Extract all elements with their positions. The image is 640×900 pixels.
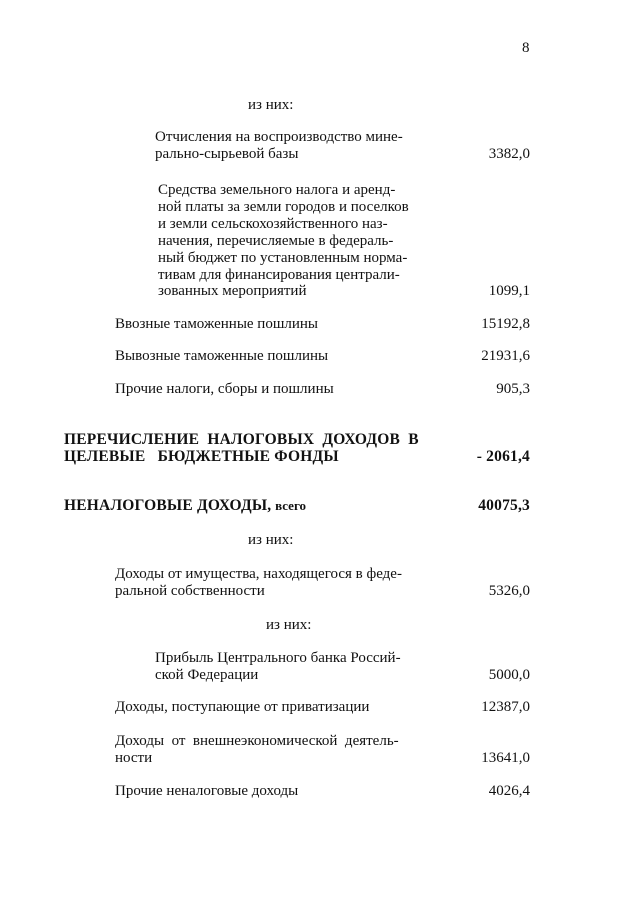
page-number: 8 — [522, 40, 530, 56]
iz-nikh-label: из них: — [248, 97, 294, 113]
privatizatsiya-value: 12387,0 — [481, 699, 530, 715]
privatizatsiya-label: Доходы, поступающие от приватизации — [115, 699, 370, 715]
zemelny-value: 1099,1 — [488, 283, 530, 299]
vyvoznye-value: 21931,6 — [481, 348, 530, 364]
zemelny-line-5: ный бюджет по установленным норма- — [158, 250, 408, 266]
zemelny-line-6: тивам для финансирования централи- — [158, 267, 400, 283]
prochie-nenalog-label: Прочие неналоговые доходы — [115, 783, 299, 799]
perechislenie-line-2: ЦЕЛЕВЫЕ БЮДЖЕТНЫЕ ФОНДЫ — [64, 448, 339, 465]
nenalogovye-suffix: всего — [275, 498, 307, 513]
zemelny-line-3: и земли сельскохозяйственного наз- — [158, 216, 388, 232]
vyvoznye-label: Вывозные таможенные пошлины — [115, 348, 329, 364]
nenalogovye-label: НЕНАЛОГОВЫЕ ДОХОДЫ, — [64, 497, 272, 514]
zemelny-line-1: Средства земельного налога и аренд- — [158, 182, 396, 198]
imushchestvo-line-2: ральной собственности — [115, 583, 265, 599]
nenalogovye-heading — [64, 497, 306, 515]
perechislenie-value: - 2061,4 — [476, 448, 530, 465]
pribyl-value: 5000,0 — [488, 667, 530, 683]
iz-nikh-label-2: из них: — [248, 532, 294, 548]
zemelny-line-4: начения, перечисляемые в федераль- — [158, 233, 394, 249]
otchisleniya-value: 3382,0 — [488, 146, 530, 162]
imushchestvo-line-1: Доходы от имущества, находящегося в феде- — [115, 566, 402, 582]
otchisleniya-line-1: Отчисления на воспроизводство мине- — [155, 129, 403, 145]
vvoznye-label: Ввозные таможенные пошлины — [115, 316, 318, 332]
prochie-nalogi-label: Прочие налоги, сборы и пошлины — [115, 381, 334, 397]
iz-nikh-label-3: из них: — [266, 617, 312, 633]
nenalogovye-value: 40075,3 — [478, 497, 530, 514]
vneshneekonom-value: 13641,0 — [481, 750, 530, 766]
vneshneekonom-line-1: Доходы от внешнеэкономической деятель- — [115, 733, 399, 749]
vvoznye-value: 15192,8 — [481, 316, 530, 332]
pribyl-line-1: Прибыль Центрального банка Россий- — [155, 650, 401, 666]
zemelny-line-7: зованных мероприятий — [158, 283, 307, 299]
zemelny-line-2: ной платы за земли городов и поселков — [158, 199, 409, 215]
perechislenie-line-1: ПЕРЕЧИСЛЕНИЕ НАЛОГОВЫХ ДОХОДОВ В — [64, 431, 419, 448]
pribyl-line-2: ской Федерации — [155, 667, 259, 683]
imushchestvo-value: 5326,0 — [488, 583, 530, 599]
otchisleniya-line-2: рально-сырьевой базы — [155, 146, 299, 162]
vneshneekonom-line-2: ности — [115, 750, 153, 766]
prochie-nenalog-value: 4026,4 — [488, 783, 530, 799]
prochie-nalogi-value: 905,3 — [496, 381, 530, 397]
